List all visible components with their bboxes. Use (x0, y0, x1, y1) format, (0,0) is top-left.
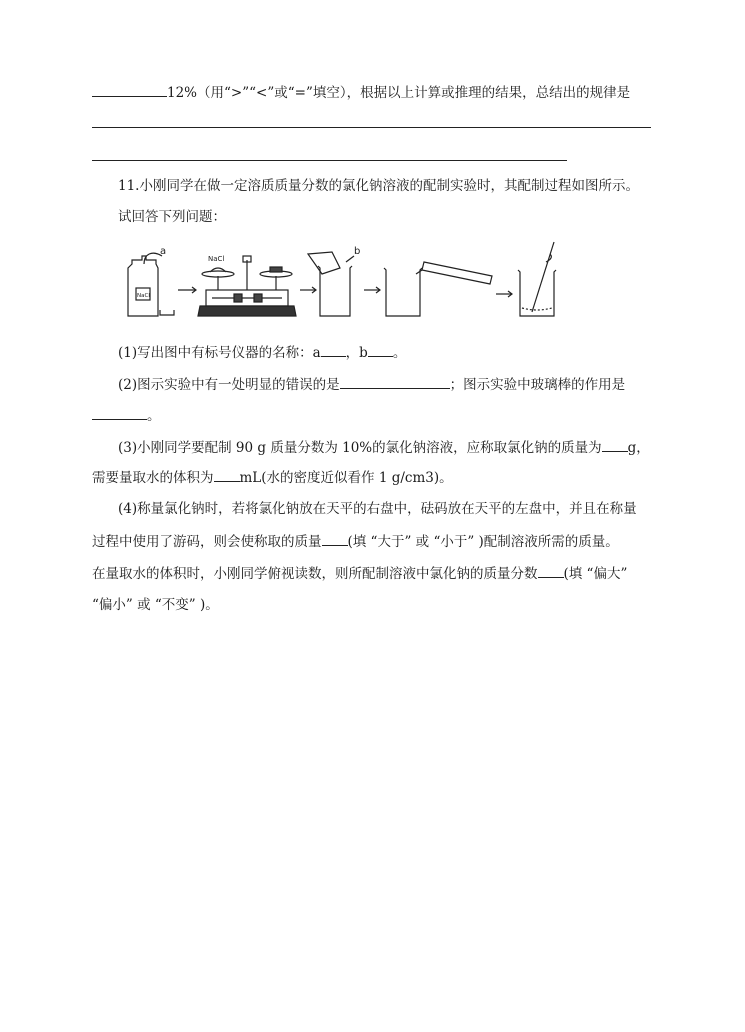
beaker-stirring (518, 242, 556, 316)
weighing-dish (160, 310, 174, 315)
q11-p2-text-b: ；图示实验中玻璃棒的作用是 (449, 377, 626, 393)
q11-p4-line3 (92, 564, 627, 583)
reagent-bottle (128, 256, 158, 316)
q11-p2-text-end: 。 (147, 408, 161, 424)
arrow-1 (178, 287, 196, 293)
q11-p1 (118, 343, 406, 362)
q11-p1-blank-b[interactable] (368, 343, 393, 357)
q11-p4-text-2b: (填 “大于” 或 “小于” )配制溶液所需的质量。 (347, 534, 619, 550)
q10-answer-rule-1[interactable] (92, 127, 651, 128)
experiment-figure (118, 234, 588, 326)
q11-p2-line2 (92, 406, 161, 425)
q11-p1-blank-a[interactable] (321, 343, 346, 357)
q11-p1-text-end: 。 (392, 345, 407, 361)
q10-tail-text: 12%（用“>”“<”或“=”填空），根据以上计算或推理的结果，总结出的规律是 (167, 85, 631, 101)
q11-p4-blank-a[interactable] (322, 532, 348, 546)
q11-p3-text-d: mL(水的密度近似看作 1 g/cm3)。 (239, 470, 453, 486)
q11-p3-blank-a[interactable] (602, 438, 628, 452)
q11-p4-text-3a: 在量取水的体积时，小刚同学俯视读数，则所配制溶液中氯化钠的质量分数 (92, 566, 538, 582)
label-b: b (354, 246, 361, 257)
beaker-b (308, 252, 354, 316)
q11-p3-line1 (118, 438, 650, 457)
balance (198, 256, 296, 316)
q11-p3-text-b: g， (627, 440, 650, 456)
q11-p2-blank-b[interactable] (92, 406, 147, 420)
label-nacl: NaCl (208, 255, 225, 263)
arrow-4 (496, 291, 512, 297)
arrow-2 (300, 287, 316, 293)
q11-p4-blank-b[interactable] (538, 564, 564, 578)
q11-p4-text-3b: (填 “偏大” (563, 566, 628, 582)
q10-blank[interactable] (92, 83, 167, 97)
q11-intro-1: 11.小刚同学在做一定溶质质量分数的氯化钠溶液的配制实验时，其配制过程如图所示。 (118, 178, 639, 194)
label-a: a (160, 246, 167, 257)
q11-p4-text-2a: 过程中使用了游码，则会使称取的质量 (92, 534, 322, 550)
q11-p4-line1: (4)称量氯化钠时，若将氯化钠放在天平的右盘中，砝码放在天平的左盘中，并且在称量 (118, 501, 637, 517)
pouring-setup (384, 262, 492, 316)
q11-intro-2: 试回答下列问题： (118, 209, 226, 225)
q11-p2-blank-a[interactable] (340, 375, 450, 389)
q10-answer-line (92, 83, 630, 102)
q11-p1-text-b: ，b (345, 345, 368, 361)
label-bottle: NaCl (137, 293, 150, 299)
q11-p2-text-a: (2)图示实验中有一处明显的错误的是 (118, 377, 340, 393)
q11-p1-text-a: (1)写出图中有标号仪器的名称：a (118, 345, 321, 361)
q11-p3-text-a: (3)小刚同学要配制 90 g 质量分数为 10%的氯化钠溶液，应称取氯化钠的质量为 (118, 440, 602, 456)
arrow-3 (364, 287, 380, 293)
q11-p3-line2 (92, 468, 453, 487)
q11-p4-line2 (92, 532, 619, 551)
q11-p3-blank-b[interactable] (214, 468, 240, 482)
q11-p4-line4: “偏小” 或 “不变” )。 (92, 597, 219, 613)
q11-p3-text-c: 需要量取水的体积为 (92, 470, 214, 486)
q10-answer-rule-2[interactable] (92, 160, 567, 161)
q11-p2-line1 (118, 375, 625, 394)
